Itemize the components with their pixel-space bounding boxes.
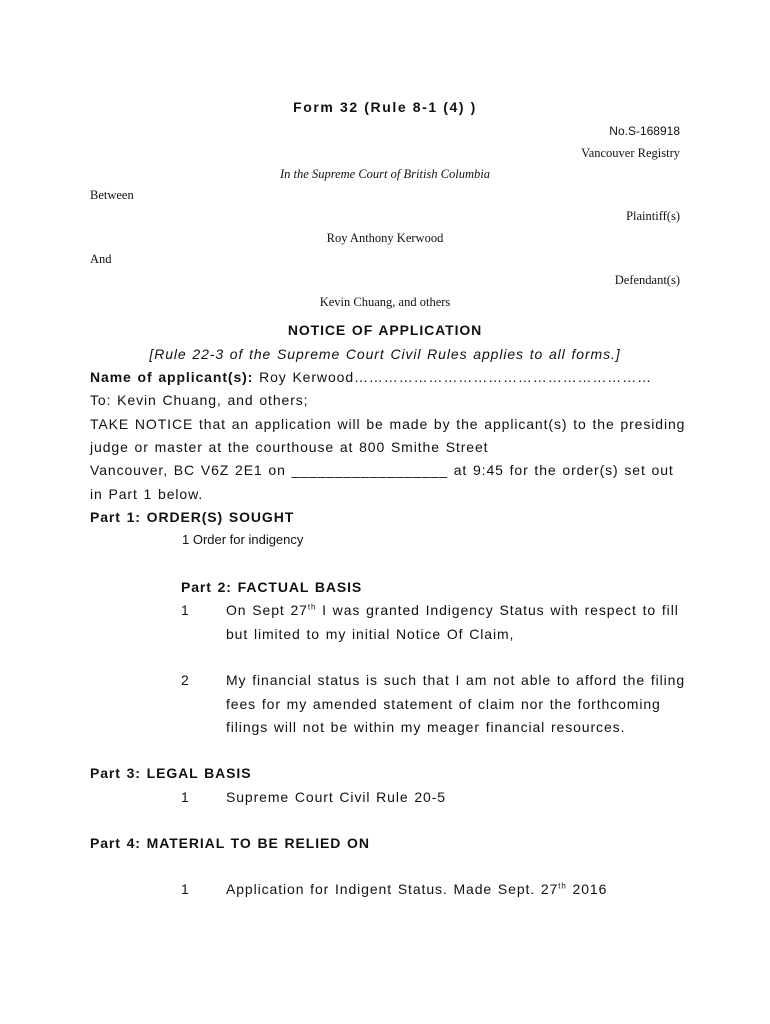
- part2-item-1-line-1: [226, 602, 679, 618]
- part2-item-2-number: 2: [181, 672, 190, 688]
- part4-item-1-text: [226, 881, 607, 897]
- between-label: Between: [90, 188, 134, 202]
- part3-item-1-text: Supreme Court Civil Rule 20-5: [226, 789, 446, 805]
- part2-item-1-number: 1: [181, 602, 190, 618]
- part2-item-1-text-a: On Sept 27: [226, 602, 308, 618]
- plaintiff-label: Plaintiff(s): [626, 209, 680, 223]
- and-label: And: [90, 252, 112, 266]
- part2-item-2-line-3: filings will not be within my meager financial resources.: [226, 719, 626, 735]
- part4-heading: Part 4: MATERIAL TO BE RELIED ON: [90, 835, 370, 851]
- defendant-label: Defendant(s): [614, 273, 680, 287]
- applicant-label: Name of applicant(s):: [90, 369, 254, 385]
- notice-title: NOTICE OF APPLICATION: [287, 322, 483, 338]
- part2-item-1-line-2: but limited to my initial Notice Of Claim,: [226, 626, 515, 642]
- part2-item-1-text-b: I was granted Indigency Status with respect to fill: [316, 602, 679, 618]
- part2-item-2-line-1: My financial status is such that I am not able to afford the filing: [226, 672, 686, 688]
- part3-heading: Part 3: LEGAL BASIS: [90, 765, 252, 781]
- registry-name: Vancouver Registry: [581, 146, 680, 160]
- part4-item-1-superscript: th: [558, 881, 567, 891]
- applicant-line: [90, 369, 652, 385]
- case-number: No.S-168918: [609, 124, 680, 138]
- part2-heading: Part 2: FACTUAL BASIS: [181, 579, 363, 595]
- part2-item-2-line-2: fees for my amended statement of claim nor the forthcoming: [226, 696, 661, 712]
- plaintiff-name: Roy Anthony Kerwood: [326, 231, 444, 245]
- take-notice-line-4: in Part 1 below.: [90, 486, 204, 502]
- part4-item-1-text-a: Application for Indigent Status. Made Sept. 27: [226, 881, 559, 897]
- part4-item-1-number: 1: [181, 881, 190, 897]
- part1-heading: Part 1: ORDER(S) SOUGHT: [90, 509, 295, 525]
- take-notice-line-1: TAKE NOTICE that an application will be made by the applicant(s) to the presiding: [90, 416, 686, 432]
- part4-item-1-text-b: 2016: [566, 881, 608, 897]
- form-title: Form 32 (Rule 8-1 (4) ): [293, 99, 477, 115]
- part3-item-1-number: 1: [181, 789, 190, 805]
- take-notice-line-3: Vancouver, BC V6Z 2E1 on __________________ at 9:45 for the order(s) set out: [90, 462, 674, 478]
- take-notice-line-2: judge or master at the courthouse at 800 Smithe Street: [90, 439, 489, 455]
- defendant-name: Kevin Chuang, and others: [319, 295, 451, 309]
- court-name: In the Supreme Court of British Columbia: [280, 167, 490, 181]
- part2-item-1-superscript: th: [307, 602, 317, 612]
- part1-item-1: 1 Order for indigency: [182, 532, 304, 547]
- notice-subtitle: [Rule 22-3 of the Supreme Court Civil Rules applies to all forms.]: [149, 346, 621, 362]
- to-line: To: Kevin Chuang, and others;: [90, 392, 309, 408]
- applicant-value: Roy Kerwood……………………………………………………: [259, 369, 653, 385]
